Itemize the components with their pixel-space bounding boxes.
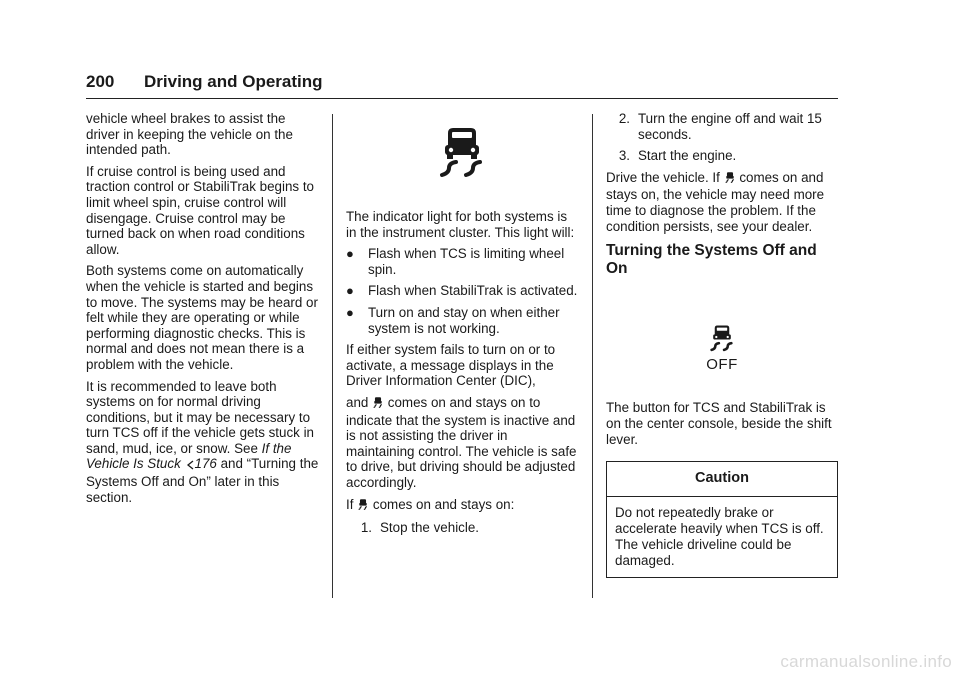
paragraph <box>346 497 578 515</box>
bullet-mark: ● <box>346 304 354 320</box>
paragraph: vehicle wheel brakes to assist the driver in keeping the vehicle on the intended path. <box>86 111 293 158</box>
list-item-text: Turn on and stay on when either system is not working. <box>368 304 560 336</box>
paragraph: If cruise control is being used and traction control or StabiliTrak begins to limit wheel spin, cruise control will disengage. Cruise control may be turned back on when road conditions allow. <box>86 163 314 257</box>
text: If <box>346 496 358 512</box>
list-item <box>346 283 578 299</box>
caution-title: Caution <box>607 462 837 497</box>
traction-control-icon <box>725 171 735 188</box>
paragraph: Both systems come on automatically when the vehicle is started and begins to move. The systems may be heard or felt while they are operating or while performing diagnostic checks. This is normal and does not mean there is a problem with the vehicle. <box>86 263 318 372</box>
page-header <box>86 70 838 99</box>
step-text: Start the engine. <box>638 148 737 164</box>
watermark: carmanualsonline.info <box>780 652 952 671</box>
traction-control-icon <box>346 111 578 209</box>
subsection-heading: Turning the Systems Off and On <box>606 242 817 278</box>
off-label: OFF <box>706 355 738 373</box>
bullet-mark: ● <box>346 246 354 262</box>
list-item <box>346 520 578 536</box>
step-number: 1. <box>360 520 372 536</box>
traction-control-icon <box>358 498 368 515</box>
step-number: 3. <box>618 148 630 164</box>
page-reference[interactable]: 176 <box>194 456 217 472</box>
cross-reference-link[interactable]: If the Vehicle Is Stuck <box>86 440 292 472</box>
page-number: 200 <box>86 72 115 91</box>
text: comes on and stays on to indicate that the system is inactive and is not assisting the driver in maintaining control. The vehicle is safe to drive, but driving should be adjusted accordingly. <box>346 394 577 490</box>
step-text: Stop the vehicle. <box>380 520 480 536</box>
bullet-mark: ● <box>346 283 354 299</box>
text: It is recommended to leave both systems on for normal driving conditions, but it may be necessary to turn TCS off if the vehicle gets stuck in sand, mud, ice, or snow. See <box>86 378 315 456</box>
caution-text: Do not repeatedly brake or accelerate heavily when TCS is off. The vehicle driveline could be damaged. <box>615 504 824 568</box>
step-text: Turn the engine off and wait 15 seconds. <box>638 111 822 142</box>
text: Drive the vehicle. If <box>606 169 724 185</box>
traction-control-icon <box>373 396 383 413</box>
paragraph: The indicator light for both systems is in the instrument cluster. This light will: <box>346 209 575 240</box>
traction-off-icon <box>606 282 838 400</box>
list-item-text: Flash when TCS is limiting wheel spin. <box>368 246 565 277</box>
page-reference-icon <box>186 458 194 474</box>
text: and “Turning the Systems Off and On” later in this section. <box>86 456 319 505</box>
list-item-text: Flash when StabiliTrak is activated. <box>368 283 578 299</box>
list-item <box>606 148 838 164</box>
list-item <box>346 246 578 277</box>
paragraph <box>346 395 578 491</box>
paragraph: The button for TCS and StabiliTrak is on the center console, beside the shift lever. <box>606 400 832 447</box>
step-number: 2. <box>618 111 630 126</box>
text: comes on and stays on: <box>369 496 515 512</box>
paragraph <box>606 170 838 234</box>
text: comes on and stays on, the vehicle may need more time to diagnose the problem. If the condition persists, see your dealer. <box>606 169 825 234</box>
column-2 <box>346 111 578 542</box>
section-title: Driving and Operating <box>144 72 323 91</box>
column-divider <box>592 114 593 598</box>
column-3 <box>606 111 838 578</box>
paragraph <box>86 379 320 506</box>
caution-box <box>606 461 838 578</box>
column-1 <box>86 111 320 511</box>
list-item <box>346 305 578 336</box>
paragraph: If either system fails to turn on or to activate, a message displays in the Driver Information Center (DIC), <box>346 342 556 389</box>
column-divider <box>332 114 333 598</box>
list-item <box>606 111 838 142</box>
text: and <box>346 394 373 410</box>
